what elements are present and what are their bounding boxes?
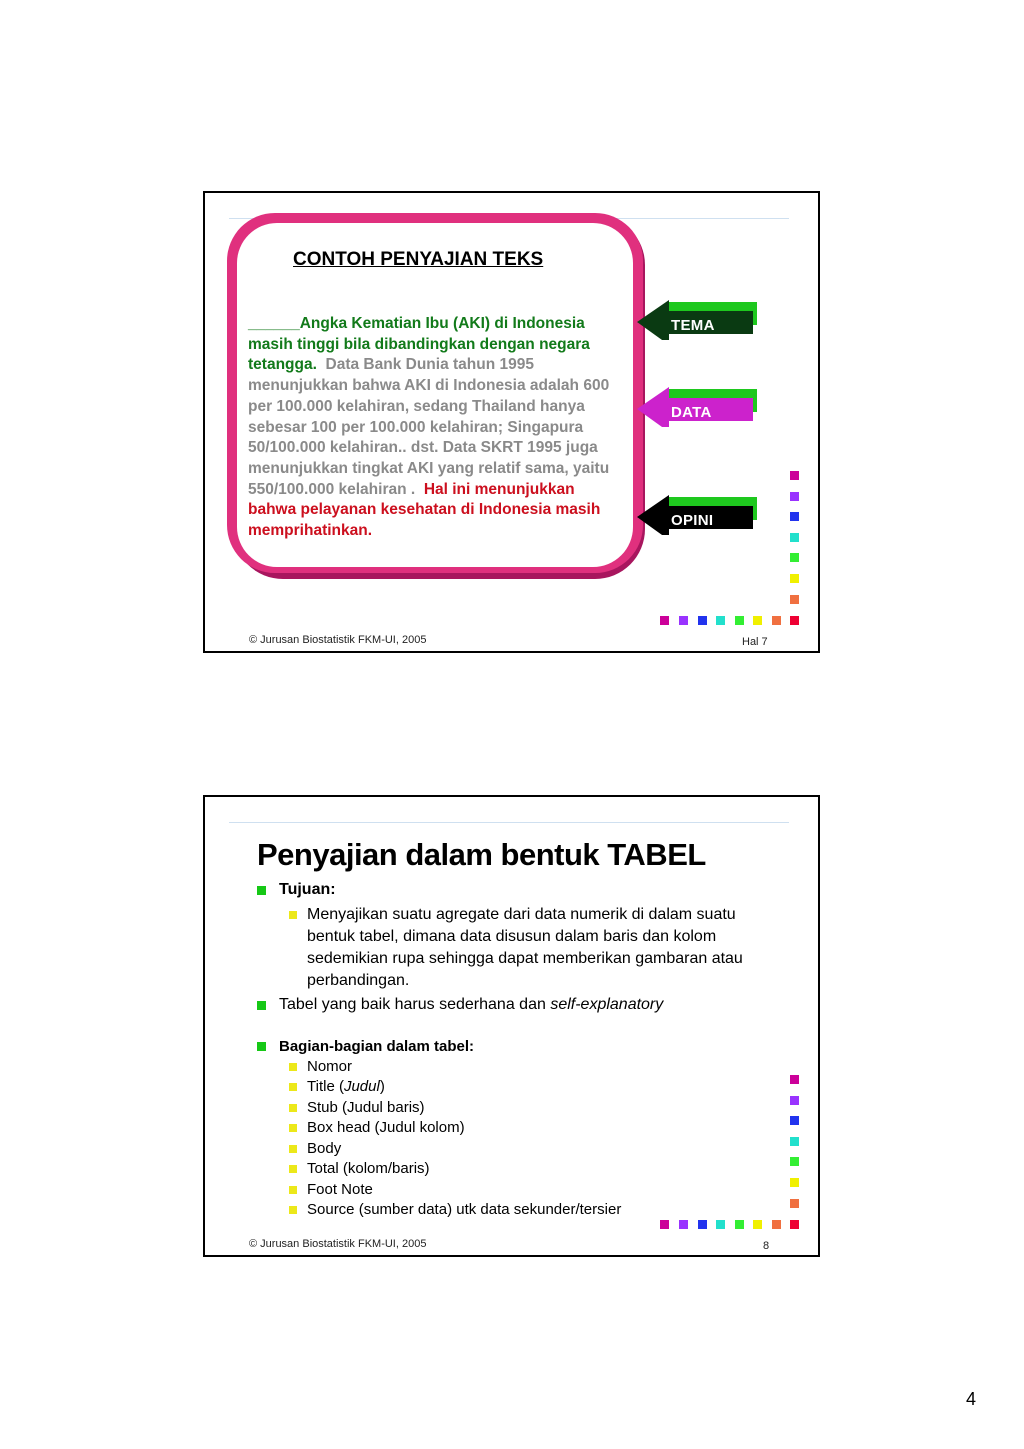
square-bullet-icon — [289, 1083, 297, 1091]
square-bullet-icon — [289, 1165, 297, 1173]
item-title-prefix: Title ( — [307, 1078, 344, 1095]
decor-square — [679, 616, 688, 625]
item-source: Source (sumber data) utk data sekunder/tersier — [307, 1201, 622, 1218]
decor-square — [790, 616, 799, 625]
item-title-italic: Judul — [343, 1078, 380, 1095]
paragraph-opini-text: Hal ini menunjukkan bahwa pelayanan kesehatan di Indonesia masih memprihatinkan. — [248, 480, 601, 540]
decor-square — [790, 492, 799, 501]
slide2-page-label: 8 — [763, 1240, 770, 1252]
decor-square — [735, 616, 744, 625]
decor-square — [772, 616, 781, 625]
decor-square — [660, 616, 669, 625]
item-nomor: Nomor — [307, 1058, 353, 1075]
table-criteria-italic: self-explanatory — [550, 996, 664, 1013]
square-bullet-icon — [257, 1001, 266, 1010]
decor-square — [753, 616, 762, 625]
square-bullet-icon — [289, 1104, 297, 1112]
decor-square — [753, 1220, 762, 1229]
table-criteria-text: Tabel yang baik harus sederhana dan — [279, 996, 551, 1013]
slide1-page-label: Hal 7 — [742, 636, 768, 648]
slide1-title: CONTOH PENYAJIAN TEKS — [293, 249, 544, 270]
arrow-label-tema: TEMA — [671, 317, 715, 334]
paragraph-data-text: Data Bank Dunia tahun 1995 menunjukkan bahwa AKI di Indonesia adalah 600 per 100.000 kelahiran, sedang Thailand hanya sebesar 100 per 100.000 kelahiran; Singapura 50/100.000 kelahiran.. dst. Data SKRT 1995 juga menunjukkan tingkat AKI yang relatif sama, yaitu 550/100.000 kelahiran . — [248, 356, 610, 498]
decor-square — [698, 616, 707, 625]
decor-square — [790, 1157, 799, 1166]
item-title-suffix: ) — [379, 1078, 385, 1095]
decor-square — [679, 1220, 688, 1229]
decor-square — [790, 574, 799, 583]
decor-square — [660, 1220, 669, 1229]
decor-square — [790, 1178, 799, 1187]
slide1-footer-copyright: © Jurusan Biostatistik FKM-UI, 2005 — [249, 634, 427, 646]
arrow-label-opini: OPINI — [671, 512, 714, 529]
decor-square — [790, 595, 799, 604]
slide-top-rule — [229, 822, 789, 823]
page-number: 4 — [966, 1389, 977, 1409]
item-body: Body — [307, 1140, 342, 1157]
decor-square — [790, 1075, 799, 1084]
slide-table-presentation — [203, 795, 820, 1257]
decor-square — [790, 1220, 799, 1229]
decor-square — [790, 1137, 799, 1146]
table-criteria-bullet — [279, 996, 663, 1014]
tujuan-text: Menyajikan suatu agregate dari data numerik di dalam suatu bentuk tabel, dimana data disusun dalam baris dan kolom sedemikian rupa sehingga dapat memberikan gambaran atau perbandingan. — [307, 906, 743, 989]
square-bullet-icon — [257, 1042, 266, 1051]
item-total: Total (kolom/baris) — [307, 1160, 430, 1177]
arrow-tema — [635, 290, 760, 340]
paragraph-tema-text: Angka Kematian Ibu (AKI) di Indonesia masih tinggi bila dibandingkan dengan negara tetangga. — [248, 315, 590, 374]
decor-square — [772, 1220, 781, 1229]
decor-square — [790, 1096, 799, 1105]
decor-square — [790, 512, 799, 521]
item-title — [307, 1078, 385, 1095]
tujuan-label: Tujuan: — [279, 881, 336, 898]
example-paragraph — [248, 314, 620, 542]
decor-square — [716, 1220, 725, 1229]
slide2-title: Penyajian dalam bentuk TABEL — [257, 837, 706, 872]
square-bullet-icon — [289, 1063, 297, 1071]
item-footnote: Foot Note — [307, 1181, 373, 1198]
arrow-label-data: DATA — [671, 404, 712, 421]
decor-square — [790, 553, 799, 562]
decor-square — [790, 471, 799, 480]
square-bullet-icon — [289, 911, 297, 919]
paragraph-blank: ______ — [248, 315, 300, 332]
square-bullet-icon — [257, 886, 266, 895]
decor-square — [698, 1220, 707, 1229]
slide2-footer-copyright: © Jurusan Biostatistik FKM-UI, 2005 — [249, 1238, 427, 1250]
slide-text-example — [203, 191, 820, 653]
square-bullet-icon — [289, 1124, 297, 1132]
decor-square — [790, 1116, 799, 1125]
decor-square — [735, 1220, 744, 1229]
decor-square — [716, 616, 725, 625]
item-boxhead: Box head (Judul kolom) — [307, 1119, 465, 1136]
square-bullet-icon — [289, 1145, 297, 1153]
square-bullet-icon — [289, 1206, 297, 1214]
arrow-data — [635, 377, 760, 427]
decor-square — [790, 533, 799, 542]
arrow-opini — [635, 485, 760, 535]
bagian-label: Bagian-bagian dalam tabel: — [279, 1038, 475, 1055]
square-bullet-icon — [289, 1186, 297, 1194]
item-stub: Stub (Judul baris) — [307, 1099, 425, 1116]
decor-square — [790, 1199, 799, 1208]
